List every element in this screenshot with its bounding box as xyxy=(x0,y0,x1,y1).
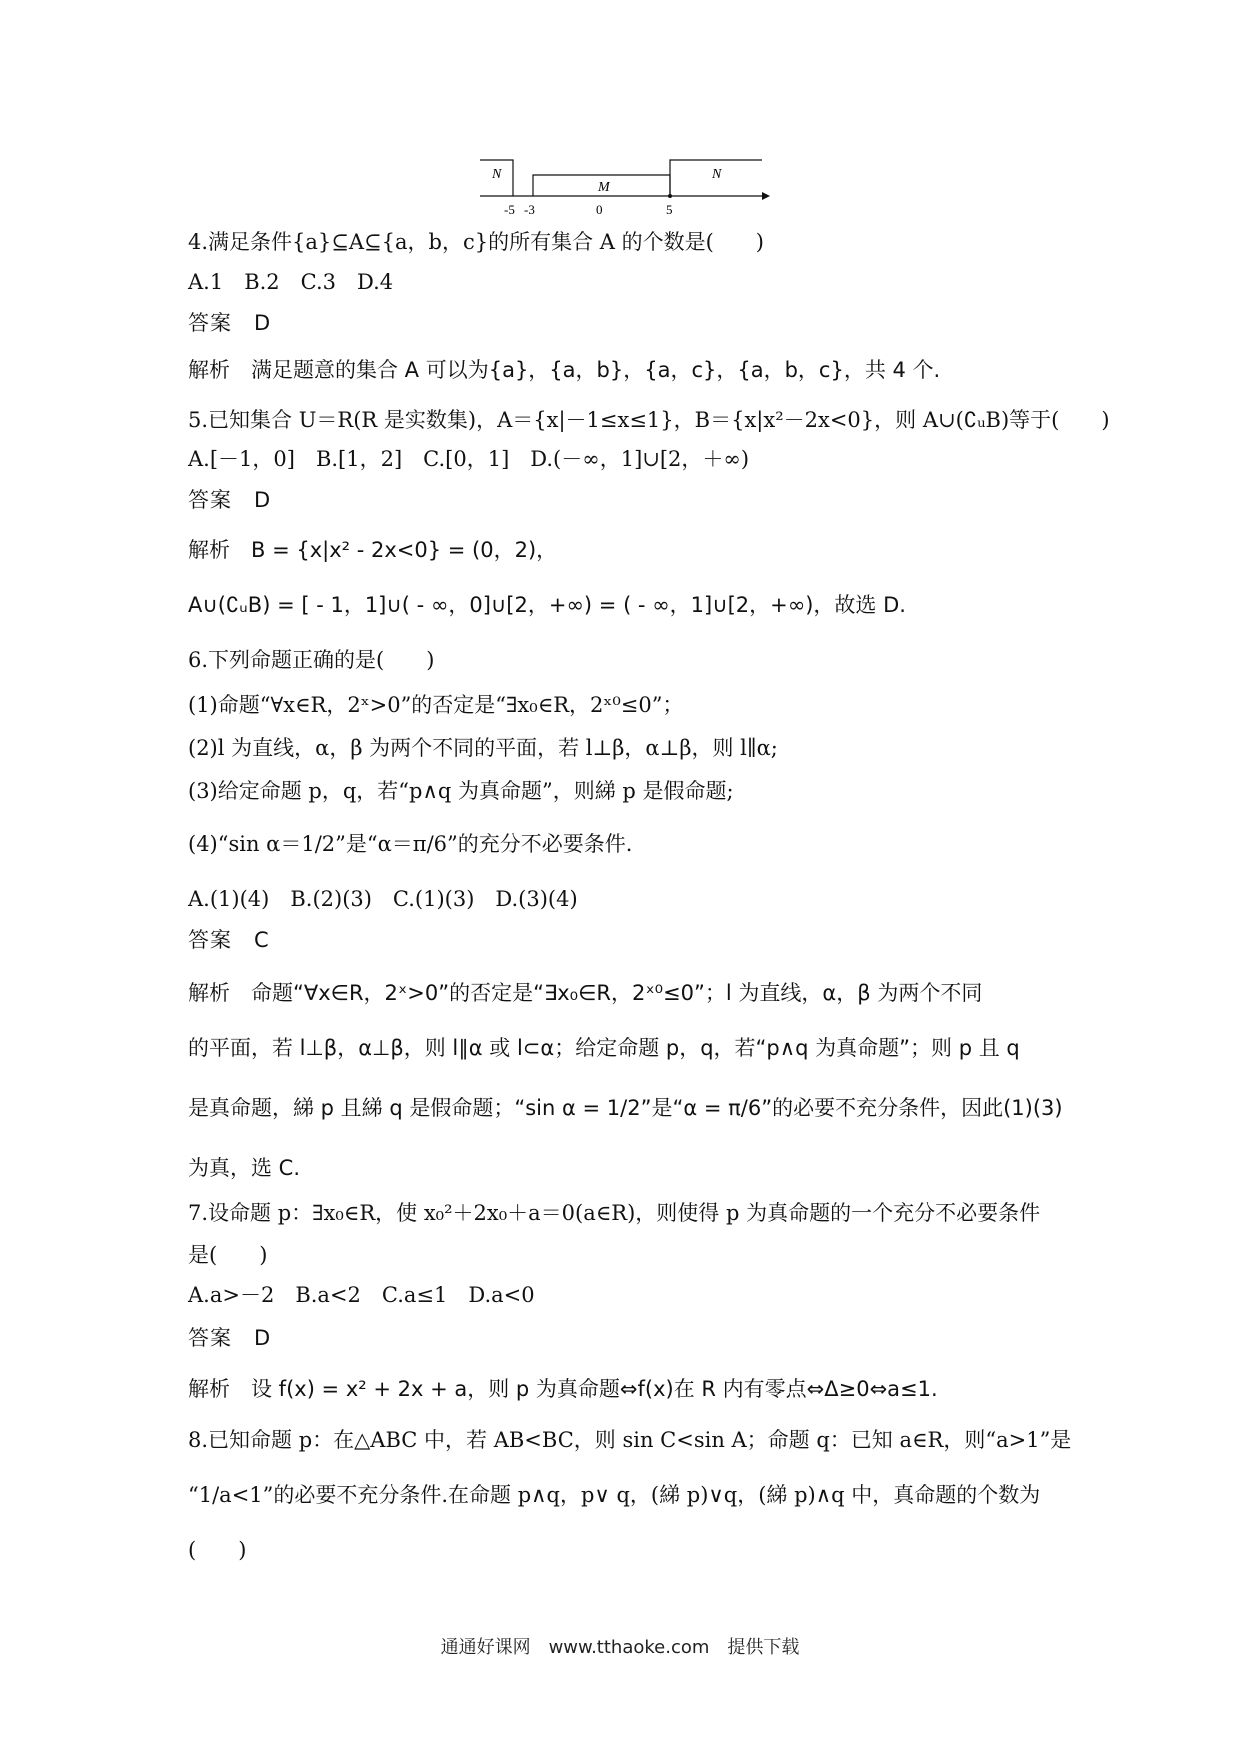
question-5: 5.已知集合 U＝R(R 是实数集)，A＝{x|－1≤x≤1}，B＝{x|x²－2x<0}，则 A∪(∁ᵤB)等于( ) xyxy=(188,408,1110,432)
tick-label: 5 xyxy=(666,202,673,217)
label-m: M xyxy=(598,180,610,195)
options-7: A.a>－2 B.a<2 C.a≤1 D.a<0 xyxy=(188,1283,535,1307)
analysis-6-line-1: 解析 命题“∀x∈R，2ˣ>0”的否定是“∃x₀∈R，2ˣ⁰≤0”；l 为直线，α，β 为两个不同 xyxy=(188,981,983,1005)
tick-label: -5 xyxy=(504,202,515,217)
axis-arrow xyxy=(762,192,770,200)
tick-label: -3 xyxy=(524,202,535,217)
answer-6: 答案 C xyxy=(188,928,270,952)
statement-6-4: (4)“sin α＝1/2”是“α＝π/6”的充分不必要条件. xyxy=(188,832,633,856)
question-8-line-1: 8.已知命题 p：在△ABC 中，若 AB<BC，则 sin C<sin A；命题 q：已知 a∈R，则“a>1”是 xyxy=(188,1428,1072,1452)
number-line-figure xyxy=(480,150,770,220)
analysis-4: 解析 满足题意的集合 A 可以为{a}，{a，b}，{a，c}，{a，b，c}，共 4 个. xyxy=(188,358,941,382)
question-7-line-2: 是( ) xyxy=(188,1243,268,1267)
question-4: 4.满足条件{a}⊆A⊆{a，b，c}的所有集合 A 的个数是( ) xyxy=(188,230,764,254)
question-8-line-2: “1/a<1”的必要不充分条件.在命题 p∧q，p∨ q，(綈 p)∨q，(綈 p)∧q 中，真命题的个数为 xyxy=(188,1483,1041,1507)
question-8-line-3: ( ) xyxy=(188,1538,247,1562)
options-6: A.(1)(4) B.(2)(3) C.(1)(3) D.(3)(4) xyxy=(188,887,578,911)
tick-label: 0 xyxy=(596,202,603,217)
analysis-6-line-2: 的平面，若 l⊥β，α⊥β，则 l∥α 或 l⊂α；给定命题 p，q，若“p∧q 为真命题”；则 p 且 q xyxy=(188,1036,1020,1060)
statement-6-2: (2)l 为直线，α，β 为两个不同的平面，若 l⊥β，α⊥β，则 l∥α; xyxy=(188,736,778,760)
label-n-left: N xyxy=(492,167,502,182)
analysis-6-line-4: 为真，选 C. xyxy=(188,1156,301,1180)
label-n-right: N xyxy=(712,167,722,182)
options-5: A.[－1，0] B.[1，2] C.[0，1] D.(－∞，1]∪[2，＋∞) xyxy=(188,447,750,471)
tick-dot xyxy=(668,194,672,198)
page-footer: 通通好课网 www.tthaoke.com 提供下载 xyxy=(440,1637,800,1658)
answer-4: 答案 D xyxy=(188,311,272,335)
analysis-5-line-2: A∪(∁ᵤB) = [ - 1，1]∪( - ∞，0]∪[2，+∞) = ( - ∞，1]∪[2，+∞)，故选 D. xyxy=(188,593,906,617)
question-6: 6.下列命题正确的是( ) xyxy=(188,648,435,672)
analysis-6-line-3: 是真命题，綈 p 且綈 q 是假命题；“sin α = 1/2”是“α = π/6”的必要不充分条件，因此(1)(3) xyxy=(188,1096,1063,1120)
answer-5: 答案 D xyxy=(188,488,272,512)
options-4: A.1 B.2 C.3 D.4 xyxy=(188,270,394,294)
analysis-7: 解析 设 f(x) = x² + 2x + a，则 p 为真命题⇔f(x)在 R 内有零点⇔Δ≥0⇔a≤1. xyxy=(188,1377,938,1401)
statement-6-3: (3)给定命题 p，q，若“p∧q 为真命题”，则綈 p 是假命题; xyxy=(188,779,734,803)
question-7-line-1: 7.设命题 p：∃x₀∈R，使 x₀²＋2x₀＋a＝0(a∈R)，则使得 p 为真命题的一个充分不必要条件 xyxy=(188,1201,1041,1225)
statement-6-1: (1)命题“∀x∈R，2ˣ>0”的否定是“∃x₀∈R，2ˣ⁰≤0”； xyxy=(188,693,684,717)
answer-7: 答案 D xyxy=(188,1326,272,1350)
analysis-5-line-1: 解析 B = {x|x² - 2x<0} = (0，2)， xyxy=(188,538,558,562)
